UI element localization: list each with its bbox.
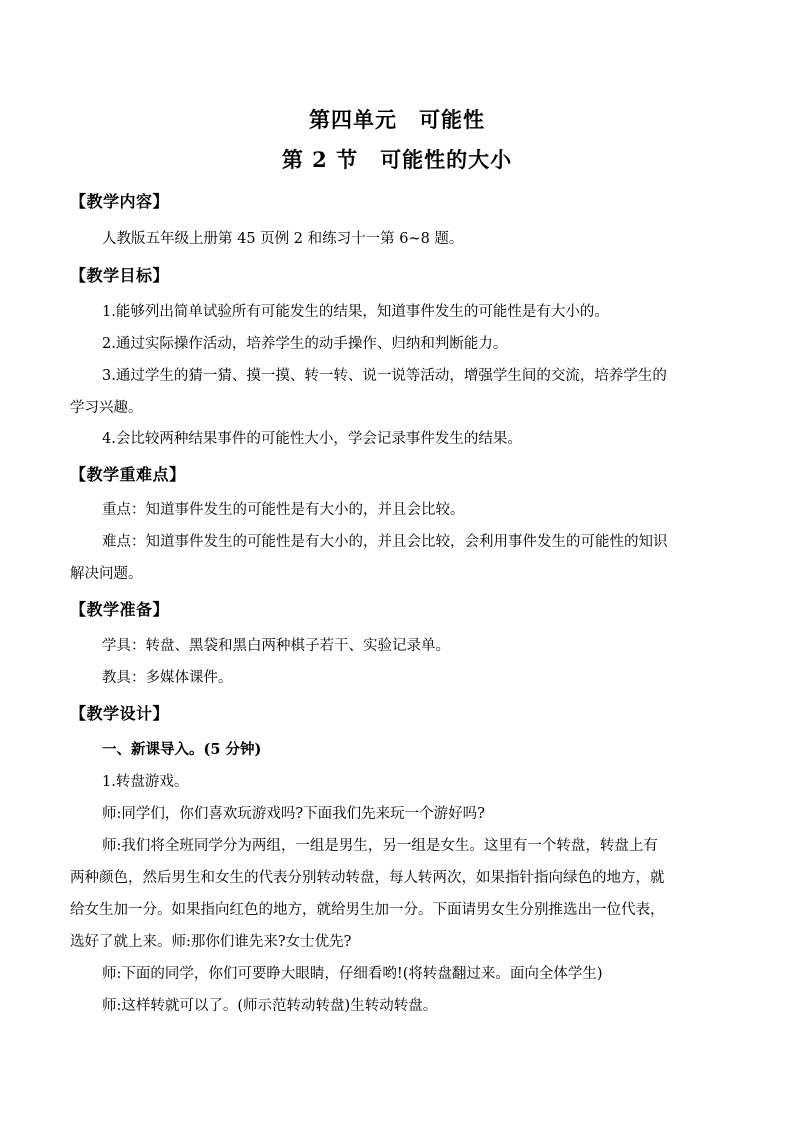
content-line: 人教版五年级上册第 45 页例 2 和练习十一第 6~8 题。 [102,231,464,247]
design-line: 师:下面的同学，你们可要睁大眼睛，仔细看哟!(将转盘翻过来。面向全体学生) [102,966,603,982]
key-point-line: 解决问题。 [70,566,143,582]
goal-line: 学习兴趣。 [70,400,143,416]
preparation-line: 教具：多媒体课件。 [102,670,233,686]
design-line: 选好了就上来。师:那你们谁先来?女士优先? [70,934,352,950]
section-title: 第 2 节 可能性的大小 [281,147,513,172]
design-line: 师:我们将全班同学分为两组，一组是男生，另一组是女生。这里有一个转盘，转盘上有 [102,838,658,854]
goal-line: 3.通过学生的猜一猜、摸一摸、转一转、说一说等活动，增强学生间的交流，培养学生的 [102,368,667,384]
design-line: 两种颜色，然后男生和女生的代表分别转动转盘，每人转两次，如果指针指向绿色的地方，就 [70,870,665,886]
goal-line: 4.会比较两种结果事件的可能性大小，学会记录事件发生的结果。 [102,431,522,447]
heading-preparation: 【教学准备】 [70,600,170,619]
preparation-line: 学具：转盘、黑袋和黑白两种棋子若干、实验记录单。 [102,638,450,654]
goal-line: 2.通过实际操作活动，培养学生的动手操作、归纳和判断能力。 [102,336,508,352]
goal-line: 1.能够列出简单试验所有可能发生的结果，知道事件发生的可能性是有大小的。 [102,304,609,320]
design-line: 给女生加一分。如果指向红色的地方，就给男生加一分。下面请男女生分别推选出一位代表， [70,902,665,918]
heading-key-points: 【教学重难点】 [70,465,186,484]
heading-teaching-content: 【教学内容】 [70,192,170,211]
key-point-line: 重点：知道事件发生的可能性是有大小的，并且会比较。 [102,502,465,518]
design-line: 师:同学们，你们喜欢玩游戏吗?下面我们先来玩一个游好吗? [102,806,485,822]
design-subheading: 一、新课导入。(5 分钟) [102,741,262,758]
unit-title: 第四单元 可能性 [309,107,485,132]
heading-teaching-design: 【教学设计】 [70,704,170,723]
design-line: 1.转盘游戏。 [102,774,189,790]
key-point-line: 难点：知道事件发生的可能性是有大小的，并且会比较，会利用事件发生的可能性的知识 [102,534,668,550]
heading-teaching-goals: 【教学目标】 [70,266,170,285]
design-line: 师:这样转就可以了。(师示范转动转盘)生转动转盘。 [102,998,438,1014]
